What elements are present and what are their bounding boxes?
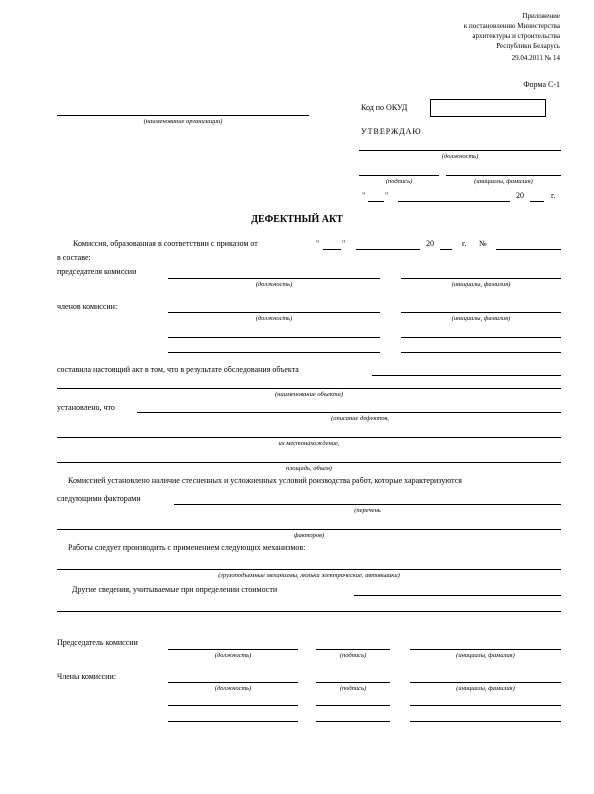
- document-title: ДЕФЕКТНЫЙ АКТ: [251, 214, 343, 225]
- mechanisms-label: (грузоподъемные механизмы, люльки электрические, автовышки): [218, 572, 400, 579]
- approver-initials-label: (инициалы, фамилия): [474, 178, 533, 185]
- area-volume-label: площадь, объем): [286, 465, 332, 472]
- org-name-line[interactable]: [57, 115, 309, 116]
- order-number-sign: №: [479, 239, 487, 248]
- order-year-line[interactable]: [440, 249, 452, 250]
- list-label: (перечень: [354, 507, 381, 514]
- org-name-label: (наименование организации): [143, 118, 223, 125]
- sig-chairman-position-line[interactable]: [168, 649, 298, 650]
- okud-label: Код по ОКУД: [361, 103, 408, 112]
- other-info-line-2[interactable]: [57, 611, 561, 612]
- member2-position-line[interactable]: [168, 337, 380, 338]
- sig-chairman-signature-line[interactable]: [316, 649, 390, 650]
- approve-label: УТВЕРЖДАЮ: [361, 127, 422, 136]
- approver-initials-line[interactable]: [446, 175, 561, 176]
- sig-member3-position-line[interactable]: [168, 721, 298, 722]
- appendix-line-4: Республики Беларусь: [496, 42, 560, 50]
- sig-chairman-initials-label: (инициалы, фамилия): [456, 652, 515, 659]
- sig-member1-position-label: (должность): [214, 685, 252, 692]
- location-label: их местонахождение,: [278, 440, 340, 447]
- sig-member3-signature-line[interactable]: [316, 721, 390, 722]
- order-year-suffix: г.: [462, 239, 467, 248]
- conditions-text: Комиссией установлено наличие стесненных и усложненных условий роизводства работ, которые характеризуются: [68, 476, 462, 485]
- approve-date-quote-open: ": [362, 191, 366, 200]
- other-info-text: Другие сведения, учитываемые при определении стоимости: [72, 585, 278, 594]
- sig-member1-initials-line[interactable]: [410, 682, 561, 683]
- chairman-position-label: (должность): [255, 281, 293, 288]
- object-name-label: (наименование объекта): [274, 391, 344, 398]
- factors-line-1[interactable]: [174, 504, 561, 505]
- factors-label: факторов): [293, 532, 325, 539]
- order-day-line[interactable]: [323, 249, 341, 250]
- factors-line-2[interactable]: [57, 529, 561, 530]
- sig-member2-signature-line[interactable]: [316, 705, 390, 706]
- defects-line-1[interactable]: [137, 412, 561, 413]
- member3-initials-line[interactable]: [401, 352, 561, 353]
- appendix-line-2: к постановлению Министерства: [463, 22, 560, 30]
- order-month-line[interactable]: [356, 249, 420, 250]
- sig-member2-position-line[interactable]: [168, 705, 298, 706]
- approve-date-year-line[interactable]: [530, 201, 544, 202]
- order-number-line[interactable]: [496, 249, 561, 250]
- sig-member2-initials-line[interactable]: [410, 705, 561, 706]
- sig-member1-signature-label: (подпись): [339, 685, 367, 692]
- approve-date-quote-close: ": [385, 191, 389, 200]
- appendix-line-3: архитектуры и строительства: [472, 32, 560, 40]
- member1-position-label: (должность): [255, 315, 293, 322]
- member3-position-line[interactable]: [168, 352, 380, 353]
- mechanisms-line[interactable]: [57, 569, 561, 570]
- approver-signature-label: (подпись): [385, 178, 413, 185]
- commission-intro: Комиссия, образованная в соответствии с приказом от: [73, 239, 258, 248]
- object-name-line-2[interactable]: [57, 388, 561, 389]
- chairman-position-line[interactable]: [168, 278, 380, 279]
- compiled-text: составила настоящий акт в том, что в результате обследования объекта: [57, 365, 299, 374]
- sig-member1-initials-label: (инициалы, фамилия): [456, 685, 515, 692]
- established-text: установлено, что: [57, 403, 115, 412]
- order-year-prefix: 20: [426, 239, 434, 248]
- member1-position-line[interactable]: [168, 312, 380, 313]
- member2-initials-line[interactable]: [401, 337, 561, 338]
- approver-position-label: (должность): [441, 153, 479, 160]
- sig-chairman-position-label: (должность): [214, 652, 252, 659]
- chairman-initials-label: (инициалы, фамилия): [451, 281, 511, 288]
- sig-member1-signature-line[interactable]: [316, 682, 390, 683]
- chairman-label: председателя комиссии: [57, 267, 137, 276]
- form-code: Форма С-1: [523, 80, 560, 89]
- approve-date-year-suffix: г.: [551, 191, 556, 200]
- chairman-initials-line[interactable]: [401, 278, 561, 279]
- member1-initials-line[interactable]: [401, 312, 561, 313]
- signature-members-label: Члены комиссии:: [57, 672, 116, 681]
- order-date-quote-close: ": [342, 239, 346, 248]
- signature-chairman-label: Председатель комиссии: [57, 638, 138, 647]
- sig-member3-initials-line[interactable]: [410, 721, 561, 722]
- defects-description-label: (описание дефектов,: [331, 415, 389, 422]
- order-date-quote-open: ": [316, 239, 320, 248]
- appendix-line-1: Приложение: [522, 12, 560, 20]
- factors-lead-text: следующими факторами: [57, 494, 141, 503]
- mechanisms-text: Работы следует производить с применением следующих механизмов:: [68, 543, 306, 552]
- approver-position-line[interactable]: [359, 150, 561, 151]
- members-label: членов комиссии:: [57, 302, 118, 311]
- approver-signature-line[interactable]: [359, 175, 439, 176]
- okud-code-box[interactable]: [430, 99, 546, 117]
- object-name-line-1[interactable]: [372, 375, 561, 376]
- defects-line-3[interactable]: [57, 462, 561, 463]
- member1-initials-label: (инициалы, фамилия): [451, 315, 511, 322]
- appendix-line-5: 29.04.2011 № 14: [511, 54, 560, 62]
- composition-label: в составе:: [57, 253, 91, 262]
- other-info-line-1[interactable]: [354, 595, 561, 596]
- approve-date-day-line[interactable]: [368, 201, 384, 202]
- approve-date-year-prefix: 20: [516, 191, 524, 200]
- approve-date-month-line[interactable]: [398, 201, 510, 202]
- sig-chairman-initials-line[interactable]: [410, 649, 561, 650]
- defects-line-2[interactable]: [57, 437, 561, 438]
- sig-member1-position-line[interactable]: [168, 682, 298, 683]
- sig-chairman-signature-label: (подпись): [339, 652, 367, 659]
